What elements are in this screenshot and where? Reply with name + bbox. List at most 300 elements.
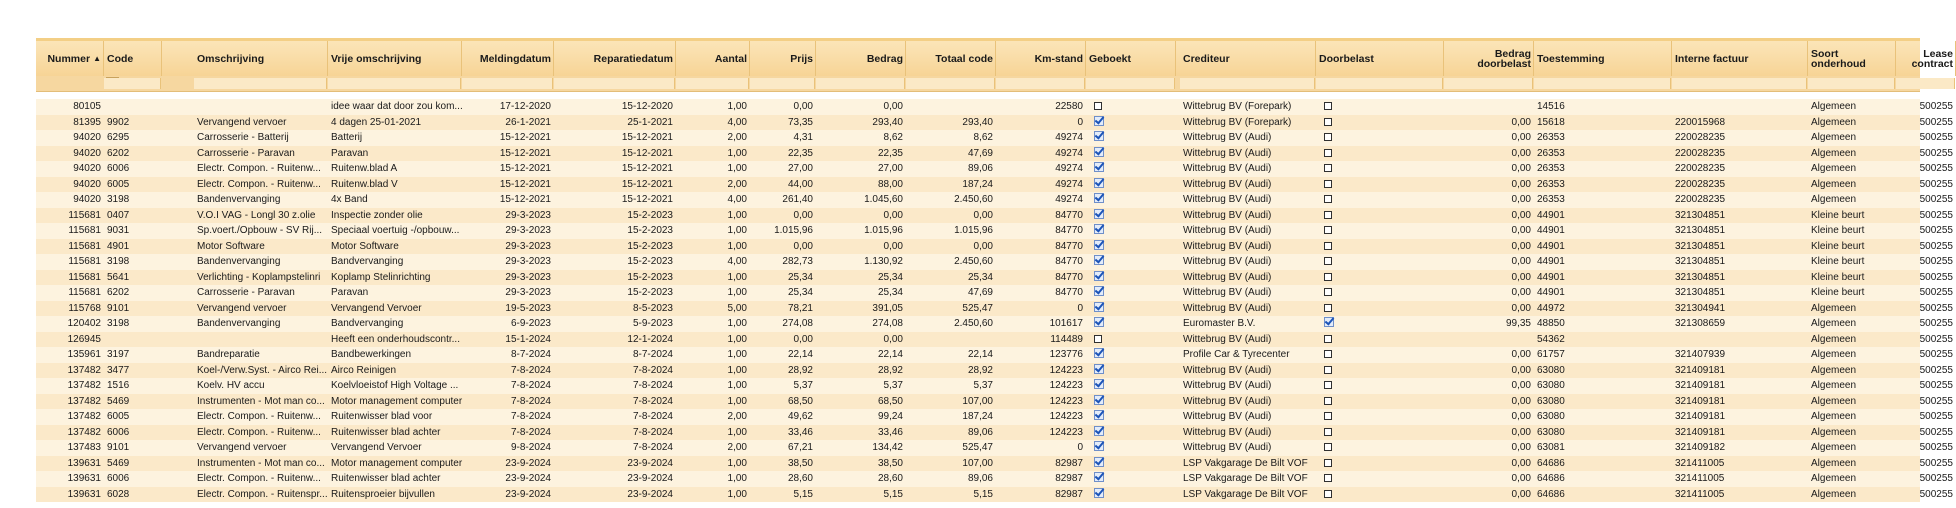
filter-cell-omschrijving[interactable] (194, 78, 327, 89)
doorbelast-checkbox[interactable] (1324, 381, 1332, 389)
cell-code (104, 99, 162, 115)
column-header-prijs[interactable] (750, 41, 816, 76)
cell-vrije: Batterij (331, 132, 363, 143)
cell-omschrijving (194, 99, 328, 115)
cell-aantal: 1,00 (727, 209, 747, 221)
cell-kmstand: 123776 (1049, 349, 1083, 360)
doorbelast-checkbox[interactable] (1324, 459, 1332, 467)
filter-cell-crediteur[interactable] (1180, 78, 1315, 89)
cell-vrije: Ruitenwisser blad achter (331, 426, 441, 438)
column-header-crediteur[interactable] (1180, 41, 1316, 76)
cell-code: 6202 (107, 147, 130, 159)
cell-bedrag: 1.130,92 (864, 256, 903, 267)
table-row[interactable] (36, 425, 1953, 441)
table-row[interactable] (36, 270, 1953, 286)
table-row[interactable] (36, 332, 1953, 348)
cell-reparatiedatum: 23-9-2024 (627, 488, 673, 500)
cell-meldingdatum: 29-3-2023 (505, 287, 551, 298)
cell-kmstand: 49274 (1055, 194, 1083, 205)
filter-cell-code[interactable] (104, 78, 161, 89)
column-header-meldingdatum[interactable] (462, 41, 554, 76)
cell-interne: 321304851 (1675, 225, 1726, 236)
cell-soort: Algemeen (1811, 488, 1857, 500)
cell-toestemming: 63080 (1537, 395, 1565, 407)
cell-lease: 500255 (1919, 225, 1953, 236)
cell-totaal: 28,92 (967, 364, 993, 376)
geboekt-checkbox[interactable] (1094, 302, 1104, 312)
cell-vrije: Ruitenwisser blad achter (331, 473, 441, 484)
cell-reparatiedatum: 7-8-2024 (632, 395, 673, 407)
cell-prijs: 4,31 (793, 132, 813, 143)
column-header-aantal[interactable] (676, 41, 750, 76)
cell-bedrag: 28,92 (877, 364, 903, 376)
table-row[interactable] (36, 208, 1953, 224)
cell-crediteur: Wittebrug BV (Audi) (1183, 426, 1272, 438)
filter-cell-kmstand[interactable] (996, 78, 1085, 89)
cell-interne: 321411005 (1675, 457, 1725, 469)
cell-meldingdatum: 29-3-2023 (505, 256, 551, 267)
cell-vrije: Ruitenw.blad V (331, 178, 398, 190)
column-separator[interactable] (161, 41, 162, 76)
table-row[interactable] (36, 363, 1953, 379)
cell-reparatiedatum: 15-2-2023 (627, 209, 673, 221)
cell-prijs: 5,37 (793, 380, 813, 391)
cell-aantal: 1,00 (727, 349, 747, 360)
cell-vrije: Bandbewerkingen (331, 349, 412, 360)
cell-omschrijving: Verlichting - Koplampstelinri (197, 271, 321, 283)
filter-cell-bedrag_doorbelast[interactable] (1444, 78, 1533, 89)
geboekt-checkbox[interactable] (1094, 379, 1104, 389)
column-header-vrije[interactable] (328, 41, 462, 76)
cell-bedrag_doorbelast: 0,00 (1511, 411, 1531, 422)
cell-reparatiedatum: 23-9-2024 (627, 457, 673, 469)
column-header-bedrag[interactable] (816, 41, 906, 76)
cell-omschrijving: Electr. Compon. - Ruitenw... (197, 426, 321, 438)
filter-cell-geboekt[interactable] (1086, 78, 1175, 89)
cell-bedrag: 293,40 (872, 116, 903, 128)
cell-crediteur: Wittebrug BV (Audi) (1183, 395, 1272, 407)
geboekt-checkbox[interactable] (1094, 224, 1104, 234)
cell-aantal: 1,00 (727, 287, 747, 298)
cell-prijs: 261,40 (782, 194, 813, 205)
cell-lease: 500255 (1919, 302, 1953, 314)
cell-lease: 500255 (1919, 442, 1953, 453)
cell-prijs: 67,21 (787, 442, 813, 453)
cell-omschrijving: Bandenvervanging (197, 194, 281, 205)
column-header-label: Crediteur (1183, 52, 1230, 65)
cell-crediteur: Wittebrug BV (Audi) (1183, 256, 1272, 267)
cell-crediteur: Wittebrug BV (Audi) (1183, 147, 1272, 159)
table-row[interactable] (36, 409, 1953, 425)
cell-meldingdatum: 23-9-2024 (505, 488, 551, 500)
cell-bedrag_doorbelast: 0,00 (1511, 147, 1531, 159)
column-header-toestemming[interactable] (1534, 41, 1672, 76)
table-row[interactable] (36, 192, 1953, 208)
doorbelast-checkbox[interactable] (1324, 242, 1332, 250)
doorbelast-checkbox[interactable] (1324, 366, 1332, 374)
doorbelast-checkbox[interactable] (1324, 443, 1332, 451)
geboekt-checkbox[interactable] (1094, 178, 1104, 188)
cell-bedrag: 68,50 (877, 395, 903, 407)
cell-code: 6006 (107, 163, 130, 174)
cell-reparatiedatum: 8-5-2023 (632, 302, 673, 314)
cell-totaal: 5,15 (973, 488, 993, 500)
column-header-label: Toestemming (1537, 52, 1605, 65)
cell-reparatiedatum: 5-9-2023 (632, 318, 673, 329)
cell-totaal: 1.015,96 (954, 225, 993, 236)
doorbelast-checkbox[interactable] (1324, 350, 1332, 358)
filter-cell-reparatiedatum[interactable] (554, 78, 675, 89)
filter-cell-bedrag[interactable] (816, 78, 905, 89)
cell-toestemming: 26353 (1537, 163, 1565, 174)
cell-totaal: 2.450,60 (954, 318, 993, 329)
cell-omschrijving (194, 332, 328, 348)
cell-lease: 500255 (1919, 287, 1953, 298)
doorbelast-checkbox[interactable] (1324, 133, 1332, 141)
cell-omschrijving: Electr. Compon. - Ruitenspr... (197, 488, 328, 500)
column-header-reparatiedatum[interactable] (554, 41, 676, 76)
doorbelast-checkbox[interactable] (1324, 273, 1332, 281)
table-row[interactable] (36, 440, 1953, 456)
table-row[interactable] (36, 347, 1953, 363)
doorbelast-checkbox[interactable] (1324, 149, 1332, 157)
cell-code: 6295 (107, 132, 130, 143)
cell-vrije: idee waar dat door zou kom... (331, 101, 463, 112)
geboekt-checkbox[interactable] (1094, 457, 1104, 467)
geboekt-checkbox[interactable] (1094, 395, 1104, 405)
cell-crediteur: Wittebrug BV (Audi) (1183, 364, 1272, 376)
cell-nummer: 137482 (67, 380, 101, 391)
filter-cell-meldingdatum[interactable] (462, 78, 553, 89)
cell-prijs: 44,00 (787, 178, 813, 190)
cell-kmstand: 84770 (1055, 209, 1083, 221)
column-header-label: Totaal code (935, 52, 993, 65)
table-row[interactable] (36, 316, 1953, 332)
cell-bedrag: 134,42 (872, 442, 903, 453)
table-row[interactable] (36, 239, 1953, 255)
cell-meldingdatum: 23-9-2024 (505, 457, 551, 469)
column-header-omschrijving[interactable] (194, 41, 328, 76)
column-header-geboekt[interactable] (1086, 41, 1176, 76)
cell-reparatiedatum: 7-8-2024 (632, 442, 673, 453)
geboekt-checkbox[interactable] (1094, 441, 1104, 451)
filter-cell-doorbelast[interactable] (1316, 78, 1443, 89)
cell-toestemming: 63080 (1537, 380, 1565, 391)
cell-bedrag: 1.015,96 (864, 225, 903, 236)
geboekt-checkbox[interactable] (1094, 472, 1104, 482)
cell-toestemming: 48850 (1537, 318, 1565, 329)
doorbelast-checkbox[interactable] (1324, 195, 1332, 203)
filter-cell-aantal[interactable] (676, 78, 749, 89)
doorbelast-checkbox[interactable] (1324, 180, 1332, 188)
cell-totaal: 89,06 (967, 163, 993, 174)
cell-omschrijving: Carrosserie - Batterij (197, 132, 289, 143)
cell-bedrag: 391,05 (872, 302, 903, 314)
doorbelast-checkbox[interactable] (1324, 317, 1334, 327)
cell-bedrag_doorbelast: 0,00 (1511, 473, 1531, 484)
cell-interne: 321304851 (1675, 287, 1726, 298)
cell-code: 5469 (107, 395, 130, 407)
filter-cell-prijs[interactable] (750, 78, 815, 89)
cell-lease: 500255 (1919, 271, 1953, 283)
doorbelast-checkbox[interactable] (1324, 257, 1332, 265)
cell-kmstand: 0 (1077, 442, 1083, 453)
cell-nummer: 115681 (68, 225, 101, 236)
table-row[interactable] (36, 471, 1953, 487)
sort-ascending-icon[interactable]: ▲ (93, 53, 101, 63)
cell-prijs: 38,50 (787, 457, 813, 469)
cell-nummer: 81395 (73, 116, 101, 128)
cell-soort: Kleine beurt (1811, 225, 1865, 236)
table-row[interactable] (36, 146, 1953, 162)
cell-lease: 500255 (1919, 101, 1953, 112)
column-header-lease[interactable] (1896, 41, 1956, 76)
cell-meldingdatum: 7-8-2024 (510, 411, 551, 422)
doorbelast-checkbox[interactable] (1324, 397, 1332, 405)
cell-nummer: 137483 (67, 442, 101, 453)
geboekt-checkbox[interactable] (1094, 116, 1104, 126)
table-row[interactable] (36, 223, 1953, 239)
table-row[interactable] (36, 487, 1953, 503)
cell-aantal: 1,00 (727, 364, 747, 376)
cell-interne: 321411005 (1675, 473, 1725, 484)
column-header-kmstand[interactable] (996, 41, 1086, 76)
grid-header (36, 38, 1953, 76)
geboekt-checkbox[interactable] (1094, 240, 1104, 250)
cell-interne: 321409181 (1675, 426, 1726, 438)
column-header-doorbelast[interactable] (1316, 41, 1444, 76)
cell-vrije: Bandvervanging (331, 256, 404, 267)
cell-soort: Algemeen (1811, 333, 1857, 345)
cell-meldingdatum: 15-12-2021 (499, 147, 551, 159)
cell-meldingdatum: 7-8-2024 (510, 380, 551, 391)
doorbelast-checkbox[interactable] (1324, 304, 1332, 312)
cell-totaal: 2.450,60 (954, 256, 993, 267)
doorbelast-checkbox[interactable] (1324, 490, 1332, 498)
cell-kmstand: 124223 (1049, 426, 1083, 438)
cell-soort: Algemeen (1811, 473, 1857, 484)
cell-soort: Algemeen (1811, 364, 1857, 376)
table-row[interactable] (36, 130, 1953, 146)
cell-totaal: 293,40 (962, 116, 993, 128)
cell-kmstand: 84770 (1055, 256, 1083, 267)
doorbelast-checkbox[interactable] (1324, 428, 1332, 436)
geboekt-checkbox[interactable] (1094, 162, 1104, 172)
column-header-label: Aantal (714, 52, 747, 65)
cell-omschrijving: Koelv. HV accu (197, 380, 265, 391)
column-header-soort[interactable] (1808, 41, 1896, 76)
cell-bedrag_doorbelast: 0,00 (1511, 442, 1531, 453)
cell-bedrag_doorbelast: 0,00 (1511, 302, 1531, 314)
geboekt-checkbox[interactable] (1094, 348, 1104, 358)
cell-kmstand: 124223 (1049, 395, 1083, 407)
cell-reparatiedatum: 7-8-2024 (632, 380, 673, 391)
table-row[interactable] (36, 301, 1953, 317)
cell-nummer: 137482 (67, 395, 101, 407)
cell-interne: 321304941 (1675, 302, 1726, 314)
doorbelast-checkbox[interactable] (1324, 474, 1332, 482)
cell-interne: 321409181 (1675, 395, 1726, 407)
geboekt-checkbox[interactable] (1094, 364, 1104, 374)
geboekt-checkbox[interactable] (1094, 209, 1104, 219)
column-header-label: Bedrag doorbelast (1477, 47, 1531, 70)
cell-omschrijving: Bandreparatie (197, 349, 260, 360)
cell-reparatiedatum: 25-1-2021 (627, 116, 673, 128)
cell-kmstand: 49274 (1055, 132, 1083, 143)
table-row[interactable] (36, 378, 1953, 394)
cell-totaal: 187,24 (962, 178, 993, 190)
cell-aantal: 5,00 (727, 302, 747, 314)
cell-meldingdatum: 15-1-2024 (505, 333, 551, 345)
cell-vrije: Inspectie zonder olie (331, 209, 423, 221)
cell-interne: 321304851 (1675, 240, 1726, 252)
doorbelast-checkbox[interactable] (1324, 164, 1332, 172)
cell-code: 1516 (107, 380, 130, 391)
cell-prijs: 25,34 (787, 287, 813, 298)
cell-lease: 500255 (1919, 116, 1953, 128)
cell-reparatiedatum: 15-2-2023 (627, 271, 673, 283)
cell-kmstand: 0 (1077, 116, 1083, 128)
doorbelast-checkbox[interactable] (1324, 211, 1332, 219)
doorbelast-checkbox[interactable] (1324, 226, 1332, 234)
cell-lease: 500255 (1919, 364, 1953, 376)
cell-lease: 500255 (1919, 194, 1953, 205)
table-row[interactable] (36, 161, 1953, 177)
cell-toestemming: 44972 (1537, 302, 1565, 314)
cell-nummer: 139631 (67, 488, 101, 500)
cell-bedrag: 5,15 (883, 488, 903, 500)
cell-nummer: 139631 (67, 473, 101, 484)
cell-prijs: 0,00 (793, 209, 813, 221)
cell-interne: 220028235 (1675, 163, 1726, 174)
geboekt-checkbox[interactable] (1094, 317, 1104, 327)
cell-kmstand: 49274 (1055, 147, 1083, 159)
cell-code: 9101 (107, 302, 130, 314)
cell-bedrag_doorbelast: 0,00 (1511, 178, 1531, 190)
column-header-label: Doorbelast (1319, 52, 1374, 65)
cell-vrije: 4 dagen 25-01-2021 (331, 116, 422, 128)
cell-soort: Algemeen (1811, 395, 1857, 407)
cell-aantal: 1,00 (727, 380, 747, 391)
cell-meldingdatum: 15-12-2021 (499, 132, 551, 143)
geboekt-checkbox[interactable] (1094, 488, 1104, 498)
cell-bedrag: 27,00 (877, 163, 903, 174)
cell-toestemming: 44901 (1537, 240, 1565, 252)
cell-meldingdatum: 15-12-2021 (499, 178, 551, 190)
cell-code: 9902 (107, 116, 130, 128)
filter-cell-lease[interactable] (1896, 78, 1955, 89)
doorbelast-checkbox[interactable] (1324, 102, 1332, 110)
cell-bedrag: 22,14 (877, 349, 903, 360)
cell-toestemming: 44901 (1537, 287, 1565, 298)
cell-nummer: 94020 (73, 163, 101, 174)
cell-lease: 500255 (1919, 411, 1953, 422)
cell-kmstand: 124223 (1049, 411, 1083, 422)
cell-reparatiedatum: 15-12-2021 (621, 147, 673, 159)
geboekt-checkbox[interactable] (1094, 255, 1104, 265)
column-separator[interactable] (1175, 41, 1176, 76)
cell-kmstand: 82987 (1055, 457, 1083, 469)
column-header-code[interactable] (104, 41, 162, 76)
cell-code: 3198 (107, 256, 130, 267)
cell-aantal: 1,00 (727, 163, 747, 174)
geboekt-checkbox[interactable] (1094, 147, 1104, 157)
column-header-interne[interactable] (1672, 41, 1808, 76)
filter-cell-interne[interactable] (1672, 78, 1807, 89)
cell-crediteur: Wittebrug BV (Audi) (1183, 178, 1272, 190)
table-row[interactable] (36, 394, 1953, 410)
geboekt-checkbox[interactable] (1094, 193, 1104, 203)
table-row[interactable] (36, 115, 1953, 131)
cell-interne: 321411005 (1675, 488, 1725, 500)
cell-kmstand: 49274 (1055, 178, 1083, 190)
cell-nummer: 135961 (67, 349, 101, 360)
cell-nummer: 137482 (67, 426, 101, 438)
filter-cell-vrije[interactable] (328, 78, 461, 89)
doorbelast-checkbox[interactable] (1324, 335, 1332, 343)
geboekt-checkbox[interactable] (1094, 335, 1102, 343)
cell-bedrag: 5,37 (883, 380, 903, 391)
cell-bedrag_doorbelast (1444, 99, 1534, 115)
column-header-nummer[interactable] (36, 41, 104, 76)
cell-crediteur: Euromaster B.V. (1183, 318, 1256, 329)
column-header-bedrag_doorbelast[interactable] (1444, 41, 1534, 76)
geboekt-checkbox[interactable] (1094, 426, 1104, 436)
geboekt-checkbox[interactable] (1094, 131, 1104, 141)
table-row[interactable] (36, 177, 1953, 193)
cell-aantal: 1,00 (727, 395, 747, 407)
cell-totaal: 187,24 (962, 411, 993, 422)
filter-cell-totaal[interactable] (906, 78, 995, 89)
cell-omschrijving: Electr. Compon. - Ruitenw... (197, 411, 321, 422)
geboekt-checkbox[interactable] (1094, 286, 1104, 296)
cell-soort: Algemeen (1811, 426, 1857, 438)
cell-kmstand: 84770 (1055, 225, 1083, 236)
table-row[interactable] (36, 99, 1953, 115)
cell-code: 6202 (107, 287, 130, 298)
cell-toestemming: 44901 (1537, 271, 1565, 283)
cell-soort: Algemeen (1811, 178, 1857, 190)
cell-kmstand: 0 (1077, 302, 1083, 314)
column-header-label: Reparatiedatum (593, 52, 673, 65)
cell-nummer: 80105 (73, 101, 101, 112)
cell-bedrag_doorbelast: 0,00 (1511, 349, 1531, 360)
doorbelast-checkbox[interactable] (1324, 288, 1332, 296)
geboekt-checkbox[interactable] (1094, 102, 1102, 110)
table-row[interactable] (36, 254, 1953, 270)
cell-nummer: 94020 (73, 194, 101, 205)
geboekt-checkbox[interactable] (1094, 410, 1104, 420)
filter-cell-soort[interactable] (1808, 78, 1895, 89)
cell-nummer: 115681 (68, 240, 101, 252)
table-row[interactable] (36, 285, 1953, 301)
cell-lease: 500255 (1919, 209, 1953, 221)
filter-cell-toestemming[interactable] (1534, 78, 1671, 89)
geboekt-checkbox[interactable] (1094, 271, 1104, 281)
cell-toestemming: 63080 (1537, 364, 1565, 376)
doorbelast-checkbox[interactable] (1324, 412, 1332, 420)
cell-aantal: 4,00 (727, 194, 747, 205)
cell-crediteur: Wittebrug BV (Audi) (1183, 380, 1272, 391)
column-header-label: Interne factuur (1675, 52, 1749, 65)
table-row[interactable] (36, 456, 1953, 472)
cell-bedrag_doorbelast: 0,00 (1511, 256, 1531, 267)
cell-interne: 321409181 (1675, 411, 1726, 422)
column-header-totaal[interactable] (906, 41, 996, 76)
cell-crediteur: Wittebrug BV (Audi) (1183, 132, 1272, 143)
doorbelast-checkbox[interactable] (1324, 118, 1332, 126)
cell-totaal: 22,14 (967, 349, 993, 360)
